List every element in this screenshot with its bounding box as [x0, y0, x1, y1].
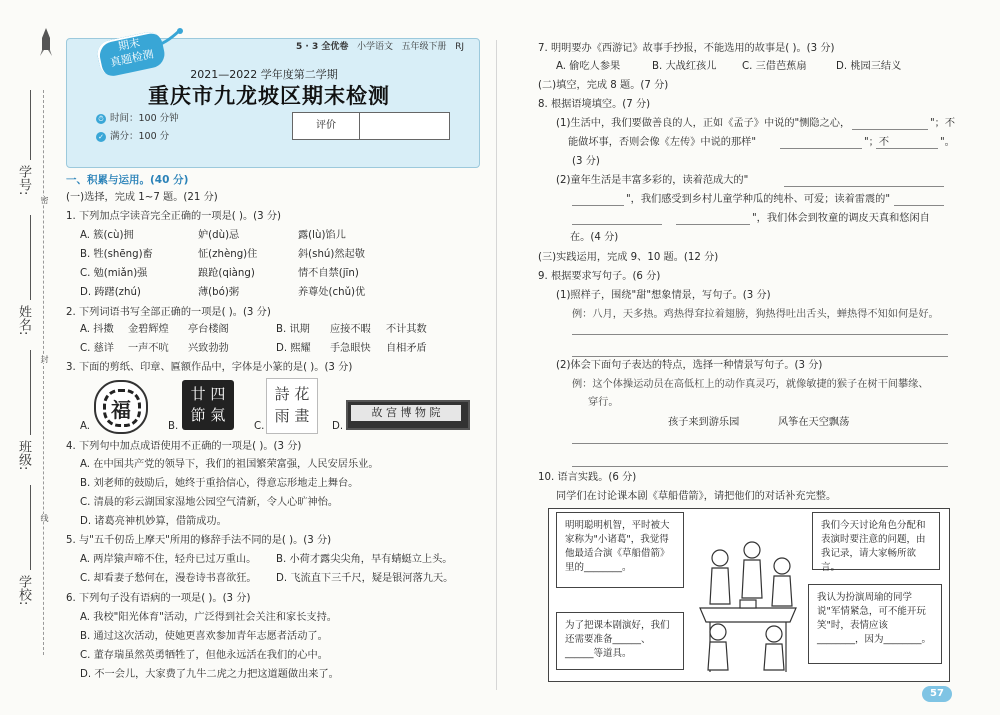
q9-2-answer-line-2[interactable] — [572, 466, 948, 467]
check-icon: ✓ — [96, 132, 106, 142]
q8-blank-2-sep: "；不 — [864, 137, 890, 148]
rocket-trail-icon — [150, 28, 184, 50]
clock-icon: ⏱ — [96, 114, 106, 124]
q9-2-answer-line-1[interactable] — [572, 443, 948, 444]
q7-option-d: D. 桃园三结义 — [836, 61, 902, 72]
q1-option-d-2: 薄(bó)粥 — [198, 287, 240, 298]
q2-option-d-2: 手急眼快 — [330, 343, 371, 354]
q2-option-a-2: 金碧辉煌 — [128, 324, 169, 335]
q8-blank-7[interactable] — [572, 224, 662, 225]
q4-option-c: C. 清晨的彩云湖国家湿地公园空气清新，令人心旷神怡。 — [80, 497, 339, 508]
q3-label-c: C. — [254, 421, 265, 432]
q9-2-scene-2: 风筝在天空飘荡 — [778, 417, 850, 428]
q8-1-line-1-end: "；不 — [930, 118, 956, 129]
q2-option-a: A. 抖擞 — [80, 324, 114, 335]
q3-seal-image — [182, 380, 234, 430]
q8-blank-4[interactable] — [784, 186, 944, 187]
q8-blank-8[interactable] — [676, 224, 750, 225]
q2-option-d-3: 自相矛盾 — [386, 343, 427, 354]
q4-option-b: B. 刘老师的鼓励后，她终于重拾信心，得意忘形地走上舞台。 — [80, 478, 359, 489]
score-label: 评价 — [293, 113, 360, 139]
part-3-heading: (三)实践运用，完成 9、10 题。(12 分) — [538, 252, 719, 263]
q9-2-example: 例：这个体操运动员在高低杠上的动作真灵巧，就像敏捷的猴子在树干间攀缘、 — [572, 379, 929, 390]
q10-bubble-4: 我认为扮演周瑜的同学说"军情紧急，可不能开玩笑"时，表情应该________，因为________。 — [808, 584, 942, 664]
q1-option-b: B. 牲(shēng)畜 — [80, 249, 153, 260]
q9-2-prompt: (2)体会下面句子表达的特点，选择一种情景写句子。(3 分) — [556, 360, 823, 371]
q4-option-d: D. 诸葛亮神机妙算，借箭成功。 — [80, 516, 227, 527]
q8-2-line-4: 在。(4 分) — [570, 232, 619, 243]
q9-2-example-end: 穿行。 — [588, 397, 619, 408]
school-label: 学校: — [16, 575, 31, 606]
student-number-label: 学号: — [16, 165, 31, 196]
q7-option-c: C. 三借芭蕉扇 — [742, 61, 807, 72]
q9-1-answer-line-1[interactable] — [572, 334, 948, 335]
q1-option-c-3: 情不自禁(jīn) — [298, 268, 359, 279]
class-label: 班级: — [16, 440, 31, 471]
q3-seal-text: 廿 四 節 氣 — [190, 385, 226, 424]
q5-option-a: A. 两岸猿声啼不住，轻舟已过万重山。 — [80, 554, 257, 565]
school-line — [30, 485, 31, 570]
q8-1-line-2-end: "。 — [940, 137, 955, 148]
q8-blank-5[interactable] — [572, 205, 624, 206]
section-1-heading: 一、积累与运用。(40 分) — [66, 174, 189, 186]
q3-stem: 3. 下面的剪纸、印章、匾额作品中，字体是小篆的是( )。(3 分) — [66, 362, 353, 373]
q2-option-b-3: 不计其数 — [386, 324, 427, 335]
q1-option-a-3: 露(lù)馅儿 — [298, 230, 346, 241]
q10-bubble-2: 我们今天讨论角色分配和表演时要注意的问题，由我记录，请大家畅所欲言。 — [812, 512, 940, 570]
seal-mark-1: 密 — [40, 196, 49, 204]
q2-option-c-3: 兴致勃勃 — [188, 343, 229, 354]
q8-blank-3[interactable] — [876, 148, 938, 149]
q2-option-a-3: 亭台楼阁 — [188, 324, 229, 335]
q3-plaque-text: 故 宫 博 物 院 — [351, 405, 461, 421]
q9-stem: 9. 根据要求写句子。(6 分) — [538, 271, 661, 282]
seal-mark-2: 封 — [40, 355, 49, 363]
q4-stem: 4. 下列句中加点成语使用不正确的一项是( )。(3 分) — [66, 441, 302, 452]
q10-bubble-3: 为了把课本剧演好，我们还需要准备______、______等道具。 — [556, 612, 684, 670]
q9-2-scene-1: 孩子来到游乐园 — [668, 417, 740, 428]
q2-option-c-2: 一声不吭 — [128, 343, 169, 354]
q1-option-a: A. 簇(cù)拥 — [80, 230, 134, 241]
q2-stem: 2. 下列词语书写全部正确的一项是( )。(3 分) — [66, 307, 271, 318]
q1-option-c-2: 踉跄(qiàng) — [198, 268, 255, 279]
q1-option-d-3: 养尊处(chǔ)优 — [298, 287, 366, 298]
q6-option-d: D. 不一会儿，大家费了九牛二虎之力把这道题做出来了。 — [80, 669, 339, 680]
q4-option-a: A. 在中国共产党的领导下，我们的祖国繁荣富强，人民安居乐业。 — [80, 459, 379, 470]
q10-intro: 同学们在讨论课本剧《草船借箭》，请把他们的对话补充完整。 — [556, 491, 837, 502]
q2-option-b: B. 讯期 — [276, 324, 310, 335]
q1-stem: 1. 下列加点字读音完全正确的一项是( )。(3 分) — [66, 211, 282, 222]
seal-mark-3: 线 — [40, 514, 49, 522]
q2-option-c: C. 慈详 — [80, 343, 114, 354]
q8-blank-1[interactable] — [852, 129, 928, 130]
q6-option-c: C. 董存瑞虽然英勇牺牲了，但他永远活在我们的心中。 — [80, 650, 328, 661]
q3-label-d: D. — [332, 421, 344, 432]
part-1-heading: (一)选择，完成 1~7 题。(21 分) — [66, 192, 218, 203]
q2-option-b-2: 应接不暇 — [330, 324, 371, 335]
q3-label-a: A. — [80, 421, 91, 432]
q9-1-example: 例：八月，天多热。鸡热得耷拉着翅膀，狗热得吐出舌头，蝉热得不知如何是好。 — [572, 309, 939, 320]
q8-stem: 8. 根据语境填空。(7 分) — [538, 99, 651, 110]
students-discussion-illustration — [690, 536, 806, 676]
q1-option-c: C. 勉(miǎn)强 — [80, 268, 148, 279]
q6-stem: 6. 下列句子没有语病的一项是( )。(3 分) — [66, 593, 251, 604]
q8-blank-6[interactable] — [894, 205, 944, 206]
q7-stem: 7. 明明要办《西游记》故事手抄报，不能选用的故事是( )。(3 分) — [538, 43, 835, 54]
part-2-heading: (二)填空，完成 8 题。(7 分) — [538, 80, 669, 91]
q6-option-a: A. 我校"阳光体育"活动，广泛得到社会关注和家长支持。 — [80, 612, 337, 623]
binding-line — [43, 90, 44, 655]
q8-1-line-1: (1)生活中，我们要做善良的人，正如《孟子》中说的"恻隐之心， — [556, 118, 851, 129]
q1-option-a-2: 妒(dù)忌 — [198, 230, 240, 241]
class-line — [30, 350, 31, 435]
score-box — [292, 112, 450, 140]
q7-option-a: A. 偷吃人参果 — [556, 61, 621, 72]
student-number-line — [30, 90, 31, 160]
q1-option-b-3: 斜(shú)然起敬 — [298, 249, 365, 260]
q10-stem: 10. 语言实践。(6 分) — [538, 472, 637, 483]
name-label: 姓名: — [16, 305, 31, 336]
q1-option-b-2: 怔(zhèng)住 — [198, 249, 258, 260]
exam-time: ⏱ 时间：100 分钟 — [96, 110, 179, 124]
name-line — [30, 215, 31, 300]
q5-option-d: D. 飞流直下三千尺，疑是银河落九天。 — [276, 573, 454, 584]
q7-option-b: B. 大战红孩儿 — [652, 61, 717, 72]
header-series-line: 5 · 3 全优卷 小学语文 五年级下册 RJ — [296, 42, 465, 52]
q8-1-line-2: 能做坏事，否则会像《左传》中说的那样" — [568, 137, 757, 148]
q1-option-d: D. 踌躇(zhú) — [80, 287, 141, 298]
exam-total: ✓ 满分：100 分 — [96, 128, 169, 142]
exam-badge: 期末 真题检测 — [95, 30, 167, 79]
page-title: 重庆市九龙坡区期末检测 — [148, 83, 390, 108]
column-divider — [496, 40, 497, 690]
q3-seal-script-text: 詩 花 雨 畫 — [274, 385, 310, 425]
rocket-icon — [40, 28, 52, 56]
q8-2-line-2: "，我们感受到乡村儿童学种瓜的纯朴、可爱；读着雷震的" — [626, 194, 891, 205]
q3-seal-script-image — [266, 378, 318, 434]
q5-option-c: C. 却看妻子愁何在，漫卷诗书喜欲狂。 — [80, 573, 257, 584]
q8-2-line-3: "，我们体会到牧童的调皮天真和悠闲自 — [752, 213, 930, 224]
school-year: 2021—2022 学年度第二学期 — [190, 68, 338, 81]
q3-papercut-image: 福 — [94, 380, 148, 434]
q3-plaque-image — [346, 400, 470, 430]
q9-1-answer-line-2[interactable] — [572, 356, 948, 357]
page-number: 57 — [922, 686, 952, 702]
q9-1-prompt: (1)照样子，围绕"甜"想象情景，写句子。(3 分) — [556, 290, 771, 301]
q8-blank-2[interactable] — [780, 148, 862, 149]
q10-bubble-1: 明明聪明机智，平时被大家称为"小诸葛"，我觉得他最适合演《草船借箭》里的________。 — [556, 512, 684, 588]
q5-option-b: B. 小荷才露尖尖角，早有蜻蜓立上头。 — [276, 554, 453, 565]
q2-option-d: D. 熙耀 — [276, 343, 311, 354]
q8-2-line-1: (2)童年生活是丰富多彩的，读着范成大的" — [556, 175, 749, 186]
q3-label-b: B. — [168, 421, 179, 432]
q8-1-score: (3 分) — [572, 156, 600, 167]
q5-stem: 5. 与"五千仞岳上摩天"所用的修辞手法不同的是( )。(3 分) — [66, 535, 332, 546]
q6-option-b: B. 通过这次活动，使她更喜欢参加青年志愿者活动了。 — [80, 631, 328, 642]
